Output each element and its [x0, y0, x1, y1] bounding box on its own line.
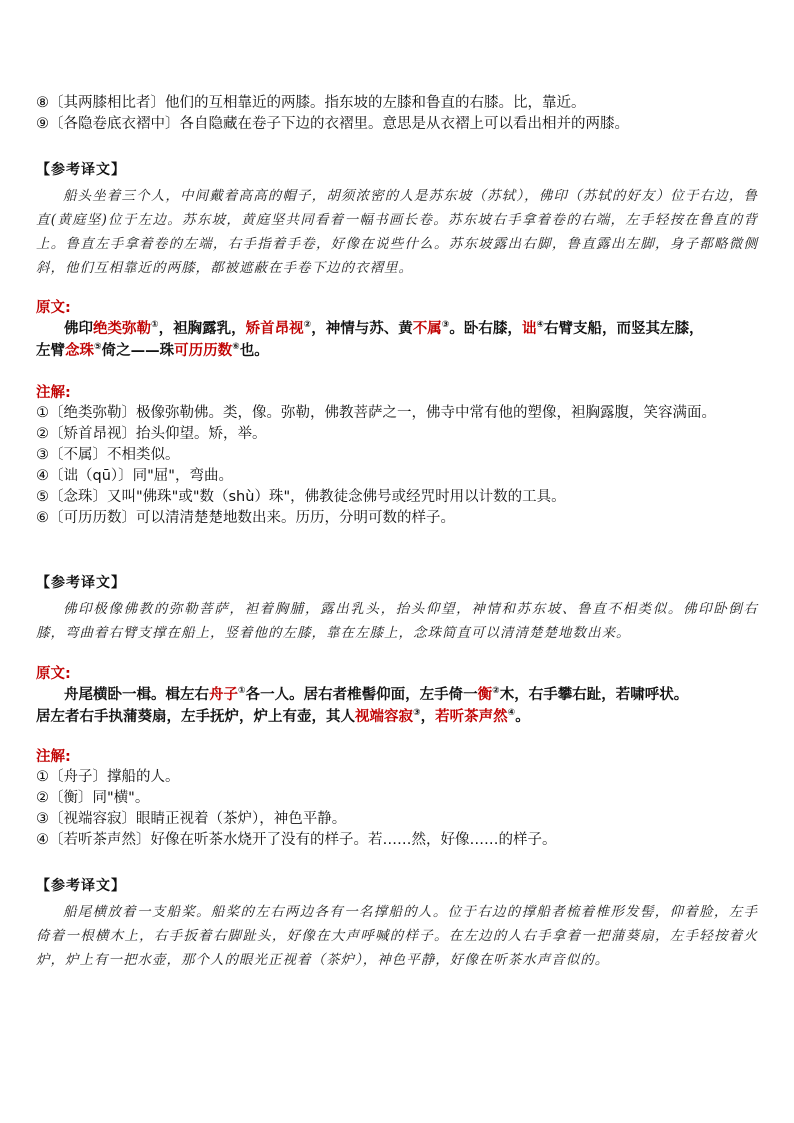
footnote-marker: ④ — [507, 708, 516, 719]
notes-heading: 注解: — [36, 749, 71, 765]
text-run: 也。 — [239, 343, 269, 359]
notes-top — [36, 93, 758, 135]
footnote-marker: ③ — [441, 320, 450, 331]
annotated-term: 若听茶声然 — [435, 709, 508, 725]
footnote-marker: ③ — [413, 708, 421, 719]
footnote-marker: ① — [238, 686, 246, 697]
original-text-2 — [36, 318, 758, 362]
footnote-marker: ⑤ — [94, 342, 102, 353]
ref-translation-heading — [36, 159, 758, 179]
notes-2 — [36, 403, 758, 529]
note-item: ②〔衡〕同"横"。 — [36, 790, 150, 806]
original-heading: 原文: — [36, 300, 71, 316]
ref-translation-3: 船尾横放着一支船桨。船桨的左右两边各有一名撑船的人。位于右边的撑船者梳着椎形发髻，仰着脸，左手倚着一根横木上，右手扳着右脚趾头，好像在大声呼喊的样子。在左边的人右手拿着一把蒲葵扇，左手轻按着火炉，炉上有一把水壶，那个人的眼光正视着（茶炉），神色平静，好像在听茶水声音似的。 — [36, 904, 758, 968]
text-run: 佛印 — [64, 321, 93, 337]
note-item: ③〔视端容寂〕眼睛正视着（茶炉），神色平静。 — [36, 811, 347, 827]
original-text-3 — [36, 684, 758, 728]
text-run: 木，右手攀右趾，若啸呼状。 — [499, 687, 689, 703]
note-item: ⑨〔各隐卷底衣褶中〕各自隐藏在卷子下边的衣褶里。意思是从衣褶上可以看出相并的两膝。 — [36, 116, 629, 132]
text-run: 。卧右膝， — [449, 321, 522, 337]
original-line — [36, 318, 758, 340]
footnote-marker: ② — [303, 320, 312, 331]
annotated-term: 绝类弥勒 — [93, 321, 151, 337]
footnote-marker: ④ — [536, 320, 544, 331]
footnote-marker: ⑥ — [232, 342, 240, 353]
ref-translation-heading — [36, 875, 758, 895]
original-line — [36, 706, 758, 728]
text-run: ， — [420, 709, 436, 725]
ref-heading-label: 【参考译文】 — [36, 878, 126, 894]
annotated-term: 舟子 — [209, 687, 238, 703]
ref-translation-1: 船头坐着三个人，中间戴着高高的帽子，胡须浓密的人是苏东坡（苏轼），佛印（苏轼的好友）位于右边，鲁直(黄庭坚)位于左边。苏东坡，黄庭坚共同看着一幅书画长卷。苏东坡右手拿着卷的右端，左手轻按在鲁直的背上。鲁直左手拿着卷的左端，右手指着手卷，好像在说些什么。苏东坡露出右脚，鲁直露出左脚，身子都略微侧斜，他们互相靠近的两膝，都被遮蔽在手卷下边的衣褶里。 — [36, 188, 758, 276]
footnote-marker: ① — [151, 320, 159, 331]
note-item: ③〔不属〕不相类似。 — [36, 447, 180, 463]
annotated-term: 不属 — [412, 321, 442, 337]
text-run: ，神情与苏、黄 — [311, 321, 413, 337]
ref-translation-heading — [36, 572, 758, 592]
original-line — [36, 340, 758, 362]
note-item: ⑧〔其两膝相比者〕他们的互相靠近的两膝。指东坡的左膝和鲁直的右膝。比，靠近。 — [36, 95, 586, 111]
text-run: 右臂支船，而竖其左膝， — [544, 321, 704, 337]
annotated-term: 可历历数 — [174, 343, 233, 359]
annotated-term: 视端容寂 — [355, 709, 413, 725]
annotated-term: 诎 — [521, 321, 537, 337]
annotated-term: 矫首昂视 — [245, 321, 304, 337]
note-item: ⑥〔可历历数〕可以清清楚楚地数出来。历历，分明可数的样子。 — [36, 510, 455, 526]
footnote-marker: ② — [492, 686, 500, 697]
text-run: ，袒胸露乳， — [158, 321, 246, 337]
notes-3 — [36, 767, 758, 851]
original-heading: 原文: — [36, 666, 71, 682]
note-item: ④〔若听茶声然〕好像在听茶水烧开了没有的样子。若……然，好像……的样子。 — [36, 832, 557, 848]
text-run: 舟尾横卧一楫。楫左右 — [64, 687, 209, 703]
text-run: 居左者右手执蒲葵扇，左手抚炉，炉上有壶，其人 — [36, 709, 355, 725]
text-run: 左臂 — [36, 343, 65, 359]
note-item: ①〔绝类弥勒〕极像弥勒佛。类，像。弥勒，佛教菩萨之一，佛寺中常有他的塑像，袒胸露腹，笑容满面。 — [36, 405, 716, 421]
text-run: 各一人。居右者椎髻仰面，左手倚一 — [245, 687, 478, 703]
annotated-term: 念珠 — [65, 343, 94, 359]
annotated-term: 衡 — [477, 687, 493, 703]
note-item: ④〔诎（qū）〕同"屈"，弯曲。 — [36, 468, 233, 484]
notes-heading: 注解: — [36, 385, 71, 401]
note-item: ①〔舟子〕撑船的人。 — [36, 769, 180, 785]
original-line — [36, 684, 758, 706]
text-run: 倚之——珠 — [101, 343, 175, 359]
ref-heading-label: 【参考译文】 — [36, 162, 126, 178]
text-run: 。 — [515, 709, 530, 725]
ref-translation-2: 佛印极像佛教的弥勒菩萨，袒着胸脯，露出乳头，抬头仰望，神情和苏东坡、鲁直不相类似。佛印卧倒右膝，弯曲着右臂支撑在船上，竖着他的左膝，靠在左膝上，念珠简直可以清清楚楚地数出来。 — [36, 601, 758, 641]
ref-heading-label: 【参考译文】 — [36, 575, 126, 591]
note-item: ②〔矫首昂视〕抬头仰望。矫，举。 — [36, 426, 267, 442]
note-item: ⑤〔念珠〕又叫"佛珠"或"数（shù）珠"，佛教徒念佛号或经咒时用以计数的工具。 — [36, 489, 566, 505]
